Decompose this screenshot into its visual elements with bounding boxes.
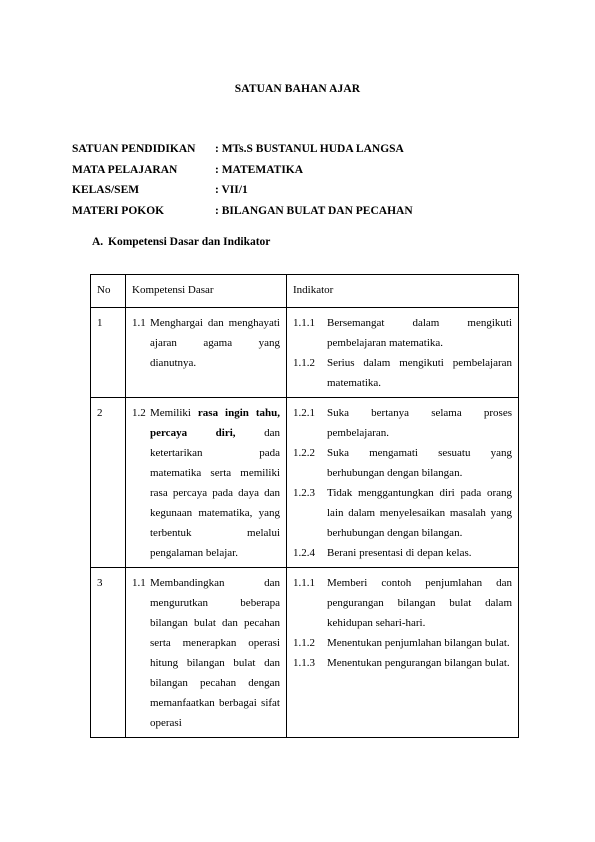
- kd-text: Membandingkan dan mengurutkan beberapa bilangan bulat dan pecahan serta menerapkan operasi hitung bilangan bulat dan bilangan pecahan dengan memanfaatkan berbagai sifat operasi: [150, 577, 280, 729]
- row-number: 2: [91, 398, 126, 568]
- indicator-number: 1.1.2: [293, 637, 315, 649]
- kd-cell: [126, 308, 287, 398]
- indicator-number: 1.1.3: [293, 657, 315, 669]
- meta-row-satuan-pendidikan: [72, 143, 532, 164]
- competency-table: [90, 274, 519, 738]
- indicator-number: 1.1.1: [293, 317, 315, 329]
- indicator-number: 1.1.2: [293, 357, 315, 369]
- header-kompetensi-dasar: Kompetensi Dasar: [126, 275, 287, 308]
- indicator-number: 1.2.4: [293, 547, 315, 559]
- indicator-cell: [287, 308, 519, 398]
- meta-row-mata-pelajaran: [72, 164, 532, 185]
- indicator-text: Suka mengamati sesuatu yang berhubungan dengan bilangan.: [327, 447, 512, 479]
- kd-text: Menghargai dan menghayati ajaran agama yang dianutnya.: [150, 317, 280, 369]
- indicator-text: Berani presentasi di depan kelas.: [327, 547, 472, 559]
- indicator-text: Memberi contoh penjumlahan dan pengurangan bilangan bulat dalam kehidupan sehari-hari.: [327, 577, 512, 629]
- indicator-cell: [287, 398, 519, 568]
- row-number: 1: [91, 308, 126, 398]
- header-indikator: Indikator: [287, 275, 519, 308]
- kd-number: 1.1: [132, 577, 146, 589]
- table-row: [91, 398, 519, 568]
- indicator-number: 1.2.3: [293, 487, 315, 499]
- indicator-text: Serius dalam mengikuti pembelajaran matematika.: [327, 357, 512, 389]
- indicator-number: 1.2.1: [293, 407, 315, 419]
- indicator-cell: [287, 568, 519, 738]
- meta-label: MATERI POKOK: [72, 204, 165, 217]
- kd-item: [132, 573, 280, 733]
- indicator-item: [293, 573, 512, 633]
- meta-value: : BILANGAN BULAT DAN PECAHAN: [215, 204, 413, 217]
- meta-row-materi-pokok: [72, 205, 532, 226]
- section-letter: A.: [92, 236, 104, 248]
- kd-number: 1.2: [132, 407, 146, 419]
- kd-text: [150, 403, 280, 563]
- kd-text-part: dan ketertarikan pada matematika serta memiliki rasa percaya pada daya dan kegunaan matematika, yang terbentuk melalui pengalaman belajar.: [150, 427, 280, 559]
- indicator-text: Tidak menggantungkan diri pada orang lain dalam menyelesaikan masalah yang berhubungan dengan bilangan.: [327, 487, 512, 539]
- indicator-item: [293, 313, 512, 353]
- meta-label: MATA PELAJARAN: [72, 163, 178, 176]
- indicator-text: Menentukan pengurangan bilangan bulat.: [327, 657, 510, 669]
- section-heading: [92, 236, 270, 248]
- indicator-text: Bersemangat dalam mengikuti pembelajaran matematika.: [327, 317, 512, 349]
- kd-text-part: Memiliki: [150, 407, 198, 419]
- meta-label: KELAS/SEM: [72, 184, 140, 196]
- kd-cell: [126, 568, 287, 738]
- indicator-item: [293, 653, 512, 673]
- meta-value: : MTs.S BUSTANUL HUDA LANGSA: [215, 143, 404, 155]
- indicator-text: Menentukan penjumlahan bilangan bulat.: [327, 637, 510, 649]
- kd-cell: [126, 398, 287, 568]
- meta-value: : MATEMATIKA: [215, 163, 304, 176]
- table-row: [91, 308, 519, 398]
- indicator-text: Suka bertanya selama proses pembelajaran.: [327, 407, 512, 439]
- document-meta: [72, 143, 532, 225]
- kd-number: 1.1: [132, 317, 146, 329]
- indicator-item: [293, 353, 512, 393]
- meta-label: SATUAN PENDIDIKAN: [72, 143, 196, 155]
- table-row: [91, 568, 519, 738]
- indicator-number: 1.1.1: [293, 577, 315, 589]
- meta-value: : VII/1: [215, 184, 248, 196]
- indicator-item: [293, 543, 512, 563]
- header-no: No: [91, 275, 126, 308]
- meta-row-kelas-sem: [72, 184, 532, 205]
- indicator-item: [293, 483, 512, 543]
- section-title: Kompetensi Dasar dan Indikator: [108, 236, 271, 248]
- table-header-row: [91, 275, 519, 308]
- kd-item: [132, 403, 280, 563]
- kd-item: [132, 313, 280, 373]
- indicator-item: [293, 633, 512, 653]
- document-title: SATUAN BAHAN AJAR: [234, 83, 361, 95]
- indicator-number: 1.2.2: [293, 447, 315, 459]
- kd-text-bold: rasa ingin tahu, percaya diri,: [150, 407, 280, 439]
- indicator-item: [293, 403, 512, 443]
- row-number: 3: [91, 568, 126, 738]
- indicator-item: [293, 443, 512, 483]
